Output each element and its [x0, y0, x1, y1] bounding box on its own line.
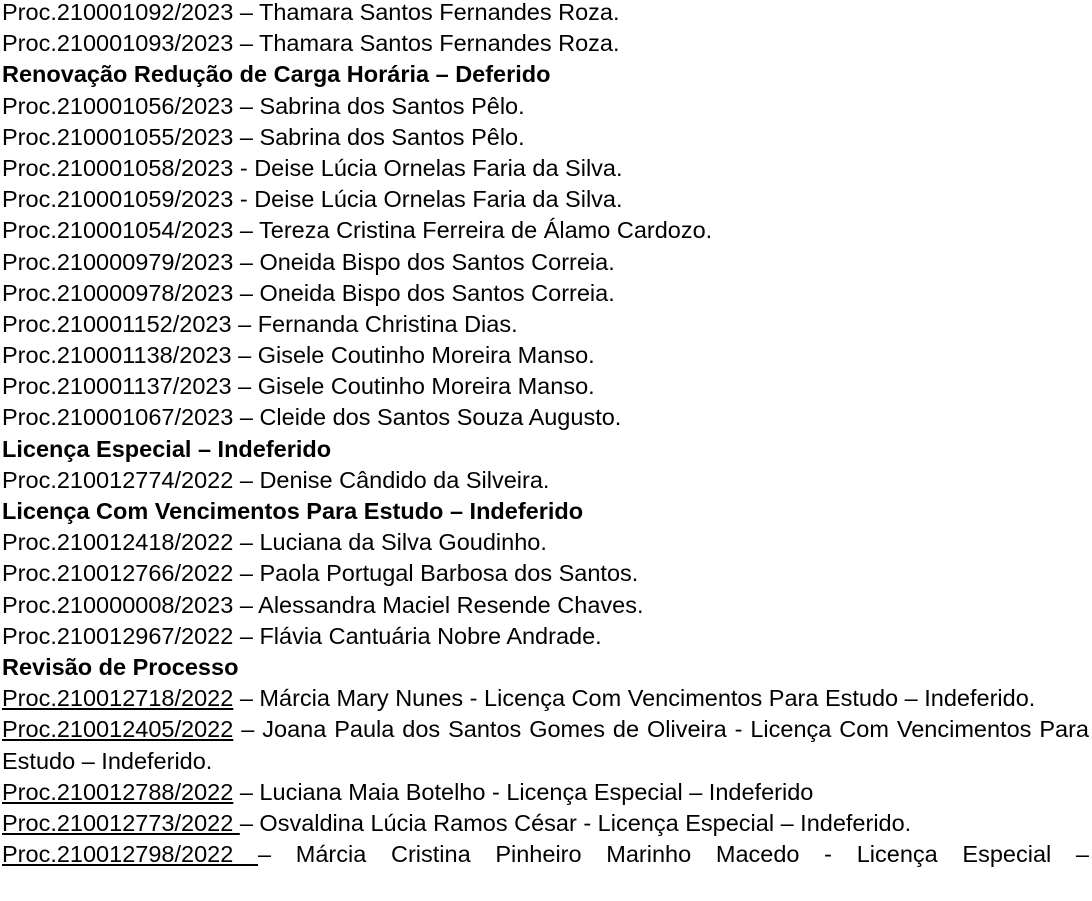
- section-heading-revisao: Revisão de Processo: [2, 653, 239, 680]
- process-number: Proc.210012967/2022: [2, 622, 234, 649]
- list-item: [2, 839, 1089, 870]
- person-name: Thamara Santos Fernandes Roza.: [259, 0, 620, 25]
- list-item: [2, 402, 1089, 433]
- list-item: [2, 683, 1089, 714]
- separator: –: [233, 92, 260, 119]
- person-name: Deise Lúcia Ornelas Faria da Silva.: [254, 154, 623, 181]
- process-number: Proc.210012774/2022: [2, 466, 234, 493]
- person-name: Deise Lúcia Ornelas Faria da Silva.: [254, 186, 623, 213]
- list-item: [2, 714, 1089, 776]
- process-number: Proc.210012773/2022: [2, 809, 240, 836]
- separator: –: [233, 529, 260, 556]
- separator: –: [233, 279, 260, 306]
- separator: –: [233, 248, 260, 275]
- list-item: [2, 465, 1089, 496]
- separator: –: [233, 0, 259, 25]
- process-number: Proc.210001056/2023: [2, 92, 234, 119]
- person-name: Oneida Bispo dos Santos Correia.: [259, 279, 615, 306]
- list-item: [2, 621, 1089, 652]
- process-number: Proc.210001055/2023: [2, 123, 234, 150]
- separator: –: [233, 622, 260, 649]
- list-item: [2, 184, 1089, 215]
- separator: -: [233, 154, 255, 181]
- section-heading-licenca-estudo: Licença Com Vencimentos Para Estudo – Indeferido: [2, 498, 584, 524]
- process-number: Proc.210000978/2023: [2, 279, 234, 306]
- document-page: [2, 0, 1089, 870]
- process-number: Proc.210012405/2022: [2, 716, 234, 743]
- process-number: Proc.210001093/2023: [2, 30, 234, 57]
- process-number: Proc.210001092/2023: [2, 0, 234, 25]
- separator: –: [233, 123, 260, 150]
- process-number: Proc.210001152/2023: [2, 310, 232, 337]
- entry-text: – Márcia Cristina Pinheiro Marinho Macedo - Licença Especial –: [258, 841, 1089, 868]
- person-name: Paola Portugal Barbosa dos Santos.: [259, 560, 639, 587]
- process-number: Proc.210001058/2023: [2, 154, 234, 181]
- separator: –: [233, 404, 260, 431]
- list-item: [2, 0, 1089, 28]
- process-number: Proc.210001059/2023: [2, 186, 234, 213]
- separator: –: [233, 466, 260, 493]
- person-name: Sabrina dos Santos Pêlo.: [259, 123, 525, 150]
- person-name: Alessandra Maciel Resende Chaves.: [258, 591, 644, 618]
- entry-text: – Joana Paula dos Santos Gomes de Oliveira - Licença Com Vencimentos Para Estudo – Indeferido.: [2, 716, 1089, 774]
- separator: –: [233, 560, 260, 587]
- separator: –: [231, 310, 258, 337]
- person-name: Gisele Coutinho Moreira Manso.: [257, 342, 595, 369]
- process-number: Proc.210001067/2023: [2, 404, 234, 431]
- list-item: [2, 590, 1089, 621]
- list-item: [2, 28, 1089, 59]
- process-number: Proc.210012788/2022: [2, 778, 234, 805]
- list-item: [2, 215, 1089, 246]
- person-name: Cleide dos Santos Souza Augusto.: [259, 404, 622, 431]
- separator: –: [231, 373, 258, 400]
- separator: –: [233, 30, 259, 57]
- process-number: Proc.210001137/2023: [2, 373, 232, 400]
- process-number: Proc.210012766/2022: [2, 560, 234, 587]
- section-heading-renovacao: Renovação Redução de Carga Horária – Deferido: [2, 61, 551, 88]
- person-name: Luciana da Silva Goudinho.: [259, 529, 547, 556]
- process-number: Proc.210012718/2022: [2, 685, 234, 712]
- list-item: [2, 278, 1089, 309]
- process-number: Proc.210001054/2023: [2, 217, 234, 244]
- person-name: Fernanda Christina Dias.: [257, 310, 518, 337]
- separator: –: [231, 342, 258, 369]
- separator: –: [233, 591, 259, 618]
- list-item: [2, 558, 1089, 589]
- list-item: [2, 777, 1089, 808]
- person-name: Gisele Coutinho Moreira Manso.: [257, 373, 595, 400]
- section-heading-licenca-especial: Licença Especial – Indeferido: [2, 435, 332, 462]
- person-name: Tereza Cristina Ferreira de Álamo Cardozo.: [259, 217, 713, 244]
- separator: -: [233, 186, 255, 213]
- process-number: Proc.210012798/2022: [2, 841, 258, 868]
- list-item: [2, 808, 1089, 839]
- list-item: [2, 527, 1089, 558]
- separator: –: [233, 217, 259, 244]
- process-number: Proc.210000979/2023: [2, 248, 234, 275]
- process-number: Proc.210001138/2023: [2, 342, 232, 369]
- list-item: [2, 91, 1089, 122]
- person-name: Oneida Bispo dos Santos Correia.: [259, 248, 615, 275]
- list-item: [2, 247, 1089, 278]
- process-number: Proc.210012418/2022: [2, 529, 234, 556]
- list-item: [2, 122, 1089, 153]
- entry-text: – Luciana Maia Botelho - Licença Especial – Indeferido: [233, 778, 814, 805]
- person-name: Denise Cândido da Silveira.: [259, 466, 550, 493]
- list-item: [2, 309, 1089, 340]
- process-number: Proc.210000008/2023: [2, 591, 234, 618]
- list-item: [2, 340, 1089, 371]
- list-item: [2, 153, 1089, 184]
- list-item: [2, 371, 1089, 402]
- person-name: Flávia Cantuária Nobre Andrade.: [259, 622, 602, 649]
- entry-text: – Márcia Mary Nunes - Licença Com Vencimentos Para Estudo – Indeferido.: [233, 685, 1036, 712]
- entry-text: – Osvaldina Lúcia Ramos César - Licença Especial – Indeferido.: [239, 809, 912, 836]
- person-name: Sabrina dos Santos Pêlo.: [259, 92, 525, 119]
- person-name: Thamara Santos Fernandes Roza.: [259, 30, 620, 57]
